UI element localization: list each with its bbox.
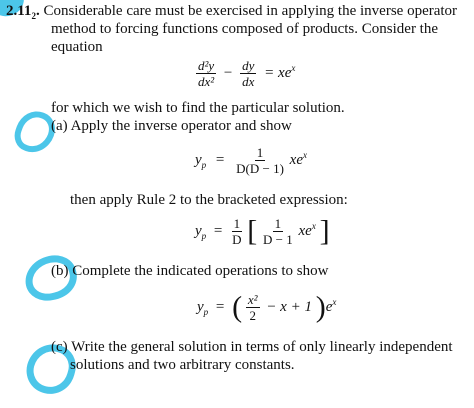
- intro-text: for which we wish to find the particular solution.: [51, 100, 345, 116]
- intro-text: equation: [51, 39, 103, 55]
- equation-main: $\frac{\text{d²y}}{\text{dx²}}$ − $\frac{dy}{dx}$ = $xe^x$: [198, 58, 296, 89]
- part-a-label: (a): [51, 118, 68, 134]
- part-c: [51, 338, 453, 356]
- part-b-label: (b): [51, 263, 69, 279]
- intro-text: Considerable care must be exercised in applying the inverse operator: [43, 3, 458, 19]
- part-b-text: Complete the indicated operations to show: [72, 263, 329, 279]
- part-c-text: Write the general solution in terms of only linearly independent: [71, 339, 453, 355]
- problem-number: $2.11_2$.: [6, 3, 40, 21]
- equation-part-a: $y_p$ = $\frac{1}{D(D - 1)}$ $xe^x$: [195, 145, 307, 176]
- part-a: [51, 117, 292, 135]
- part-a-followup: then apply Rule 2 to the bracketed expression:: [70, 192, 348, 208]
- equation-part-b: $y_p$ = ( $\frac{\text{x²}}{2}$ − x + 1 )$e^x$: [197, 290, 337, 324]
- part-a-text: Apply the inverse operator and show: [70, 118, 292, 134]
- intro-text: method to forcing functions composed of products. Consider the: [51, 21, 439, 37]
- part-b: [51, 262, 328, 280]
- part-c-text: solutions and two arbitrary constants.: [70, 357, 295, 373]
- equation-part-a-bracketed: $y_p$ = $\frac{1}{D}$ [ $\frac{1}{D - 1}$ $xe^x$ ]: [195, 214, 330, 248]
- part-c-label: (c): [51, 339, 68, 355]
